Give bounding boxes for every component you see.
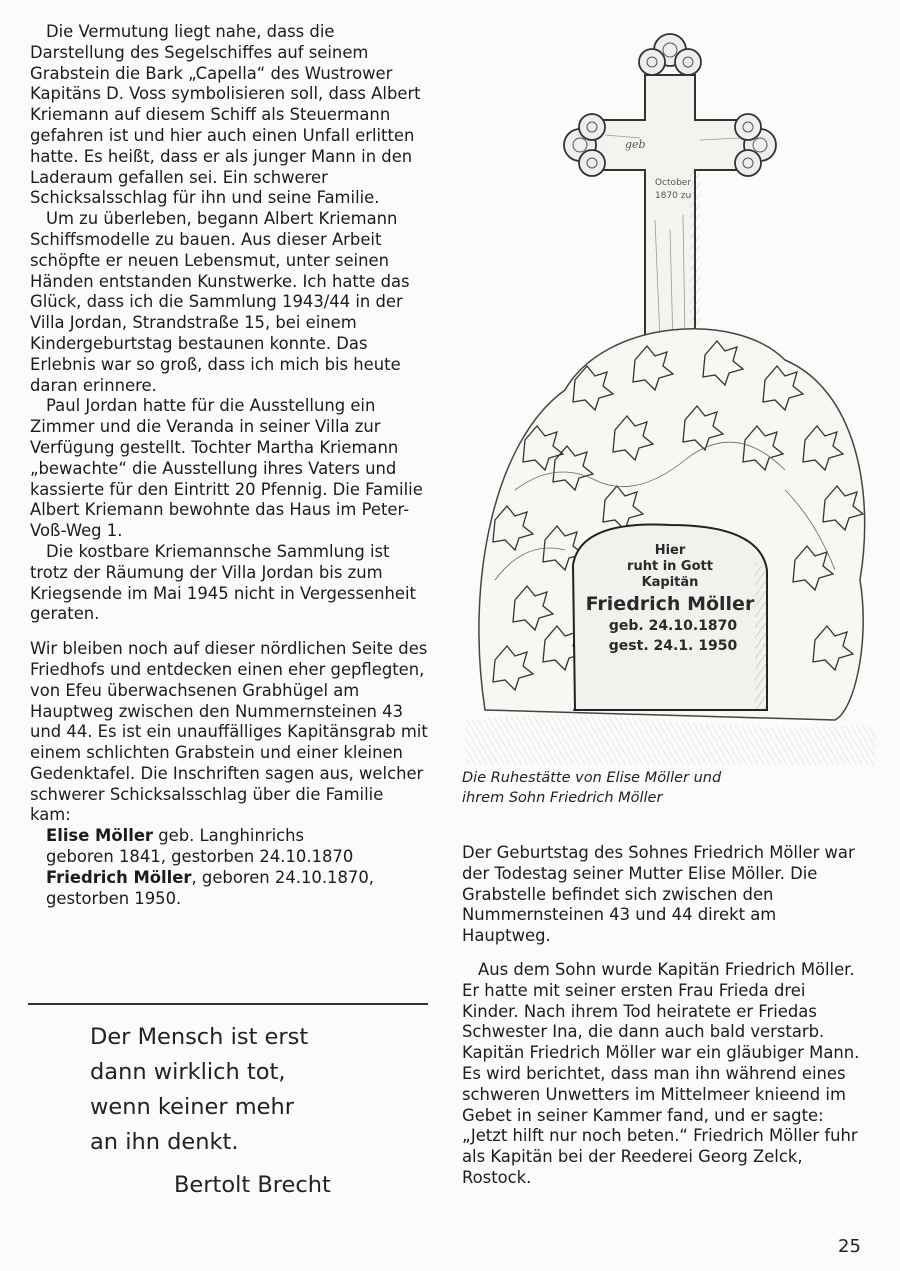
quote-author: Bertolt Brecht — [174, 1172, 331, 1198]
paragraph-ausstellung: Paul Jordan hatte für die Ausstellung ein Zimmer und die Veranda in seiner Villa zur Verfügung gestellt. Tochter Martha Kriemann „bewachte“ die Ausstellung ihres Vaters und kassierte für den Eintritt 20 Pfennig. Die Familie Albert Kriemann bewohnte das Haus im Peter-Voß-Weg 1. — [30, 396, 423, 541]
stone-line-born: geb. 24.10.1870 — [608, 618, 738, 634]
stone-line-died: gest. 24.1. 1950 — [608, 638, 738, 654]
cross-text-october: October — [655, 178, 692, 188]
caption-line-1: Die Ruhestätte von Elise Möller und — [462, 770, 722, 786]
caption-line-2: ihrem Sohn Friedrich Möller — [462, 790, 663, 806]
quote-line-1: Der Mensch ist erst — [90, 1024, 309, 1050]
paragraph-grabhuegel: Wir bleiben noch auf dieser nördlichen Seite des Friedhofs und entdecken einen eher gepflegten, von Efeu überwachsenen Grabhügel am Hauptweg zwischen den Nummernsteinen 43 und 44. Es ist ein unauffälliges Kapitänsgrab mit einem schlichten Grabstein und einer kleinen Gedenktafel. Die Inschriften sagen aus, welcher schwerer Schicksalsschlag über die Familie kam: — [30, 639, 428, 825]
cross-shape — [564, 34, 776, 350]
quote-line-3: wenn keiner mehr — [90, 1094, 295, 1120]
stone-line-hier: Hier — [654, 543, 686, 558]
quote-divider — [28, 1003, 428, 1005]
stone-line-ruht: ruht in Gott — [627, 559, 713, 574]
page-number: 25 — [838, 1236, 861, 1257]
paragraph-schiffsmodelle: Um zu überleben, begann Albert Kriemann Schiffsmodelle zu bauen. Aus dieser Arbeit schöpfte er neuen Lebensmut, unter seinen Händen entstanden Kunstwerke. Ich hatte das Glück, dass ich die Sammlung 1943/44 in der Villa Jordan, Strandstraße 15, bei einem Kindergeburtstag bestaunen konnte. Das Erlebnis war so groß, dass ich mich bis heute daran erinnere. — [30, 209, 410, 395]
cross-text-geb: geb — [625, 138, 646, 151]
quote-line-4: an ihn denkt. — [90, 1129, 239, 1155]
entry-rest-elise: geb. Langhinrichs — [153, 826, 305, 846]
paragraph-capella: Die Vermutung liegt nahe, dass die Darstellung des Segelschiffes auf seinem Grabstein die Bark „Capella“ des Wustrower Kapitäns D. Voss symbolisieren soll, dass Albert Kriemann auf diesem Schiff als Steuermann gefahren ist und hier auch einen Unfall erlitten hatte. Es heißt, dass er als junger Mann in den Laderaum gefallen sei. Ein schwerer Schicksalsschlag für ihn und seine Familie. — [30, 22, 421, 208]
quote-line-2: dann wirklich tot, — [90, 1059, 286, 1085]
right-text-column — [462, 843, 862, 1189]
inscription-entry-friedrich — [30, 868, 428, 910]
entry-name-friedrich: Friedrich Möller — [46, 867, 192, 887]
entry-dates-elise: geboren 1841, gestorben 24.10.1870 — [46, 847, 354, 867]
grave-illustration — [455, 20, 875, 765]
left-text-column — [30, 22, 428, 909]
illustration-caption — [462, 768, 862, 808]
cross-text-year: 1870 zu — [655, 191, 692, 201]
paragraph-kapitaen: Aus dem Sohn wurde Kapitän Friedrich Möller. Er hatte mit seiner ersten Frau Frieda drei Kinder. Nach ihrem Tod heiratete er Friedas Schwester Ina, die dann auch bald verstarb. Kapitän Friedrich Möller war ein gläubiger Mann. Es wird berichtet, dass man ihn während eines schweren Unwetters im Mittelmeer knieend im Gebet in seiner Kammer fand, und er sagte: „Jetzt hilft nur noch beten.“ Friedrich Möller fuhr als Kapitän bei der Reederei Georg Zelck, Rostock. — [462, 959, 860, 1187]
paragraph-sammlung: Die kostbare Kriemannsche Sammlung ist trotz der Räumung der Villa Jordan bis zum Kriegsende im Mai 1945 nicht in Vergessenheit geraten. — [30, 541, 416, 624]
brecht-quote — [90, 1020, 420, 1203]
paragraph-geburtstag: Der Geburtstag des Sohnes Friedrich Möller war der Todestag seiner Mutter Elise Möller. Die Grabstelle befindet sich zwischen den Nummernsteinen 43 und 44 direkt am Hauptweg. — [462, 843, 855, 946]
memorial-tablet — [573, 525, 767, 711]
inscription-entry-elise — [30, 826, 428, 868]
entry-dates-friedrich: gestorben 1950. — [46, 888, 182, 908]
stone-line-kapitaen: Kapitän — [641, 575, 699, 590]
entry-name-elise: Elise Möller — [46, 826, 154, 846]
entry-rest-friedrich: , geboren 24.10.1870, — [191, 867, 374, 887]
stone-line-name: Friedrich Möller — [585, 593, 755, 615]
